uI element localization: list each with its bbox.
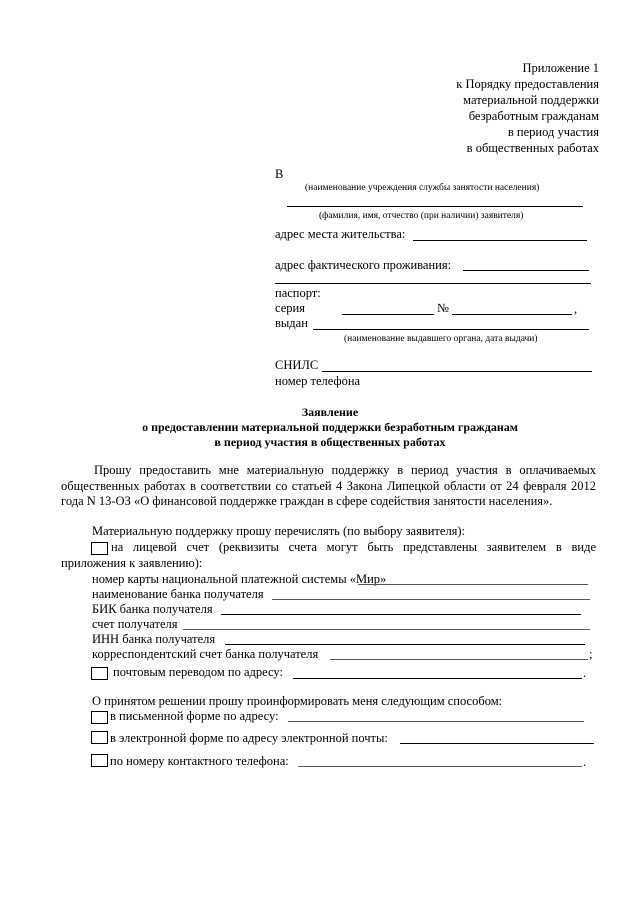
card-line[interactable] — [358, 584, 588, 585]
postal-line[interactable] — [293, 678, 582, 679]
notify-phone-dot: . — [583, 755, 587, 769]
snils-label: СНИЛС — [275, 358, 319, 372]
notify-phone-line[interactable] — [298, 766, 582, 767]
issued-label: выдан — [275, 316, 308, 330]
notify-email-label: в электронной форме по адресу электронной почты: — [110, 731, 388, 745]
option-postal-label: почтовым переводом по адресу: — [113, 665, 283, 679]
bank-name-label: наименование банка получателя — [92, 587, 264, 601]
bik-line[interactable] — [221, 614, 581, 615]
notify-written-label: в письменной форме по адресу: — [110, 709, 279, 723]
series-line[interactable] — [342, 314, 434, 315]
notify-written-line[interactable] — [288, 721, 584, 722]
bik-label: БИК банка получателя — [92, 602, 213, 616]
title-line-1: Заявление — [301, 405, 359, 419]
appendix-line-4: безработным гражданам — [468, 109, 599, 123]
actual-address-label: адрес фактического проживания: — [275, 258, 452, 272]
notify-phone-label: по номеру контактного телефона: — [110, 754, 289, 768]
account-number-label: счет получателя — [92, 617, 178, 631]
actual-address-line[interactable] — [463, 270, 589, 271]
to-label: В — [275, 167, 284, 181]
appendix-line-6: в общественных работах — [466, 141, 599, 155]
notify-email-line[interactable] — [400, 743, 594, 744]
appendix-line-2: к Порядку предоставления — [456, 77, 599, 91]
appendix-line-1: Приложение 1 — [522, 61, 599, 75]
notify-written-checkbox[interactable] — [91, 711, 108, 724]
title-line-3: в период участия в общественных работах — [214, 435, 446, 449]
transfer-intro: Материальную поддержку прошу перечислять (по выбору заявителя): — [92, 524, 466, 538]
option-account-label: на лицевой счет (реквизиты счета могут быть представлены заявителем в виде приложения к заявлению): — [61, 540, 596, 570]
number-line[interactable] — [452, 314, 572, 315]
address-line[interactable] — [413, 240, 587, 241]
inn-line[interactable] — [225, 644, 585, 645]
corr-label: корреспондентский счет банка получателя — [92, 647, 319, 661]
notify-phone-checkbox[interactable] — [91, 754, 108, 767]
passport-label: паспорт: — [275, 286, 321, 300]
corr-line[interactable] — [330, 659, 588, 660]
fio-hint: (фамилия, имя, отчество (при наличии) заявителя) — [319, 211, 524, 221]
series-label: серия — [275, 301, 305, 315]
issued-hint: (наименование выдавшего органа, дата выдачи) — [344, 334, 538, 344]
issued-line[interactable] — [313, 329, 589, 330]
request-paragraph: Прошу предоставить мне материальную поддержку в период участия в оплачиваемых общественных работах в соответствии со статьей 4 Закона Липецкой области от 24 февраля 2012 года N 13-ОЗ «О финансовой поддержке граждан в сфере содействия занятости населения». — [61, 463, 596, 508]
address-label: адрес места жительства: — [275, 227, 406, 241]
postal-dot: . — [583, 666, 587, 680]
phone-label: номер телефона — [275, 374, 361, 388]
account-number-line[interactable] — [183, 629, 590, 630]
actual-address-line-2[interactable] — [275, 283, 591, 284]
org-hint: (наименование учреждения службы занятости населения) — [305, 183, 540, 193]
card-label: номер карты национальной платежной системы «Мир» — [92, 572, 387, 586]
notify-email-checkbox[interactable] — [91, 731, 108, 744]
snils-line[interactable] — [322, 371, 592, 372]
appendix-line-3: материальной поддержки — [463, 93, 599, 107]
title-line-2: о предоставлении материальной поддержки безработным гражданам — [142, 420, 518, 434]
inn-label: ИНН банка получателя — [92, 632, 216, 646]
number-comma: , — [574, 302, 578, 316]
fio-line[interactable] — [287, 206, 583, 207]
postal-checkbox[interactable] — [91, 667, 108, 680]
corr-semicolon: ; — [589, 647, 593, 661]
appendix-line-5: в период участия — [507, 125, 599, 139]
notify-intro: О принятом решении прошу проинформировать меня следующим способом: — [92, 694, 503, 708]
number-label: № — [437, 301, 449, 315]
bank-name-line[interactable] — [272, 599, 590, 600]
